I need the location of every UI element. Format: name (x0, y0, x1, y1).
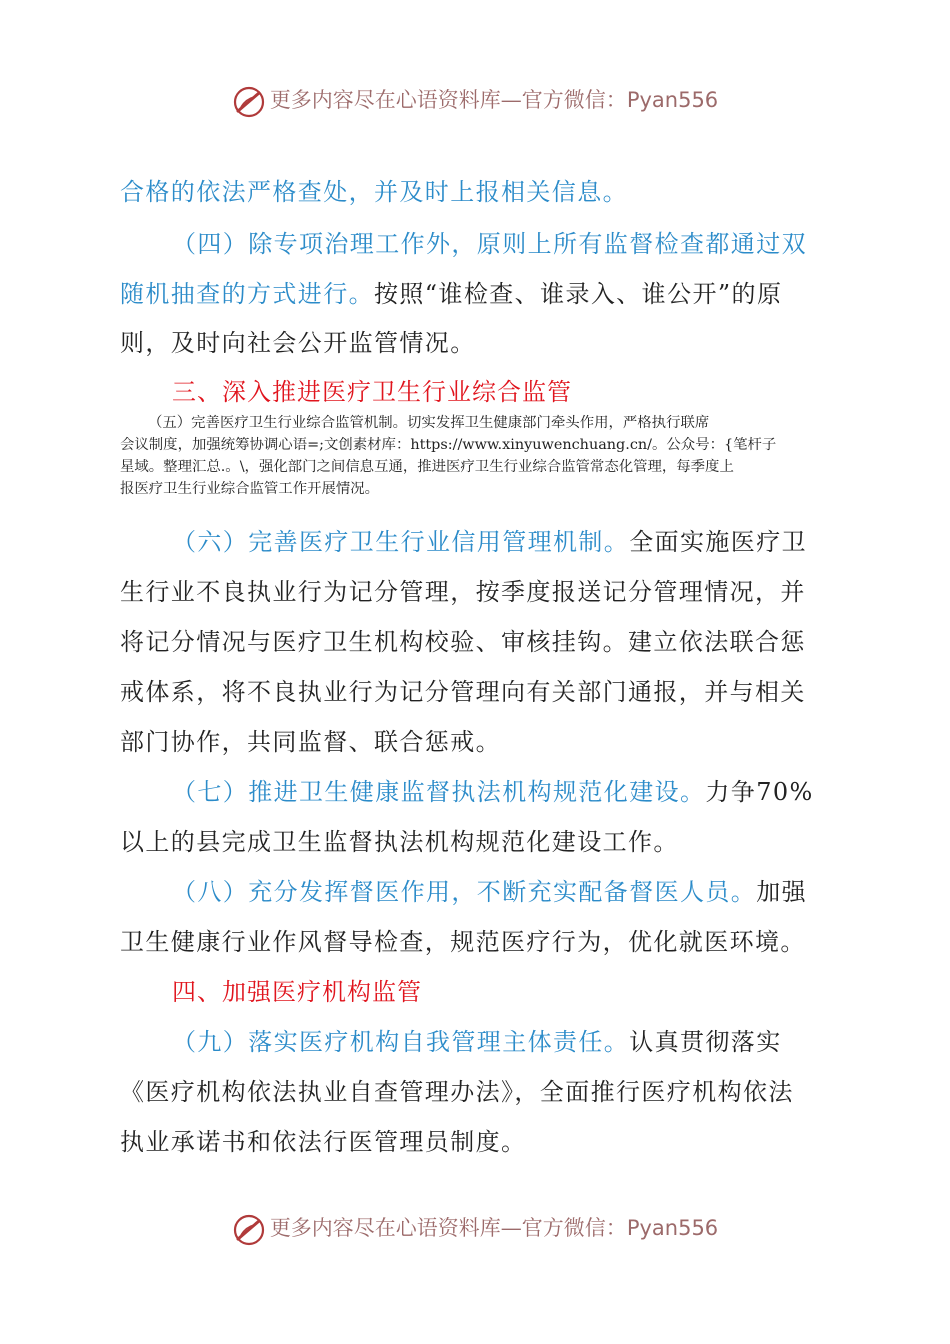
section-heading-4: 四、加强医疗机构监管 (172, 978, 422, 1006)
text-line (120, 822, 679, 857)
body-text-segment: 部门协作，共同监督、联合惩戒。 (120, 728, 501, 756)
lead-text-segment: （九）落实医疗机构自我管理主体责任。 (172, 1028, 630, 1056)
small-paragraph (120, 412, 832, 500)
small-line: 报医疗卫生行业综合监管工作开展情况。 (120, 481, 380, 497)
watermark-text: 更多内容尽在心语资料库—官方微信： (269, 88, 627, 112)
body-text-segment: 则，及时向社会公开监管情况。 (120, 329, 476, 357)
body-text-segment: 《医疗机构依法执业自查管理办法》，全面推行医疗机构依法 (120, 1078, 794, 1106)
footer-watermark (0, 1212, 950, 1247)
lead-text-segment: 随机抽查的方式进行。 (120, 280, 374, 308)
text-line (120, 622, 806, 657)
lead-text-segment: （七）推进卫生健康监督执法机构规范化建设。 (172, 778, 706, 806)
text-line (120, 172, 628, 207)
body-text-segment: 加强 (756, 878, 808, 906)
lead-text-segment: 合格的依法严格查处，并及时上报相关信息。 (120, 178, 628, 206)
lead-text-segment: （八）充分发挥督医作用，不断充实配备督医人员。 (172, 878, 757, 906)
body-text-segment: 戒体系，将不良执业行为记分管理向有关部门通报，并与相关 (120, 678, 806, 706)
text-line (120, 1072, 794, 1107)
watermark-text: 更多内容尽在心语资料库—官方微信： (269, 1216, 627, 1240)
watermark-wechat-id: Pyan556 (626, 88, 719, 112)
small-line: 星域。整理汇总.。\，强化部门之间信息互通，推进医疗卫生行业综合监管常态化管理，每季度上 (120, 459, 734, 475)
body-text-segment: 按照“谁检查、谁录入、谁公开”的原 (374, 280, 783, 308)
text-line (120, 274, 782, 309)
text-line (120, 722, 501, 757)
text-line (120, 922, 806, 957)
body-text-segment: 卫生健康行业作风督导检查，规范医疗行为，优化就医环境。 (120, 928, 806, 956)
text-line (172, 872, 807, 907)
header-watermark (0, 84, 950, 119)
body-text-segment: 将记分情况与医疗卫生机构校验、审核挂钩。建立依法联合惩 (120, 628, 806, 656)
watermark-wechat-id: Pyan556 (626, 1216, 719, 1240)
section-heading-3: 三、深入推进医疗卫生行业综合监管 (172, 378, 572, 406)
text-line (120, 1122, 526, 1157)
text-line (172, 224, 807, 259)
body-text-segment: 执业承诺书和依法行医管理员制度。 (120, 1128, 527, 1156)
small-line: （五）完善医疗卫生行业综合监管机制。切实发挥卫生健康部门牵头作用，严格执行联席 (148, 415, 710, 431)
body-text-segment: 全面实施医疗卫 (629, 528, 808, 556)
text-line (120, 672, 806, 707)
pen-logo-icon (232, 85, 266, 119)
text-line (172, 772, 814, 807)
text-line (172, 1022, 782, 1057)
body-text-segment: 认真贯彻落实 (629, 1028, 782, 1056)
body-text-segment: 以上的县完成卫生监督执法机构规范化建设工作。 (120, 828, 679, 856)
text-line (120, 323, 476, 358)
body-text-segment: 生行业不良执业行为记分管理，按季度报送记分管理情况，并 (120, 578, 806, 606)
lead-text-segment: （四）除专项治理工作外，原则上所有监督检查都通过双 (172, 230, 807, 258)
lead-text-segment: （六）完善医疗卫生行业信用管理机制。 (172, 528, 630, 556)
pen-logo-icon (232, 1213, 266, 1247)
small-line: 会议制度，加强统筹协调心语=;文创素材库：https://www.xinyuwenchuang.cn/。公众号：{笔杆子 (120, 437, 777, 453)
text-line (172, 522, 807, 557)
body-text-segment: 力争70% (705, 778, 814, 806)
text-line (120, 572, 806, 607)
